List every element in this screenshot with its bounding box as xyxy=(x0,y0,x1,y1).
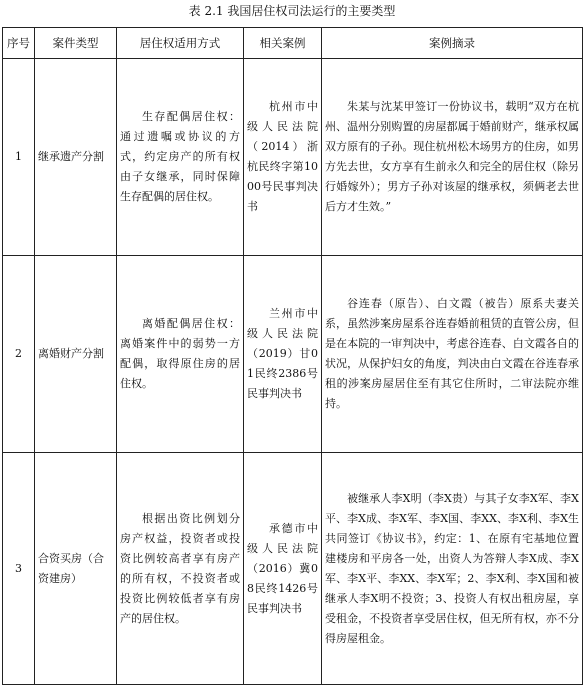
table-row xyxy=(3,256,583,453)
table-header-row xyxy=(3,28,583,59)
table-row xyxy=(3,453,583,685)
header-case-type: 案件类型 xyxy=(35,28,117,59)
row-related-case: 杭州市中级人民法院（2014）浙杭民终字第1000号民事判决书 xyxy=(244,59,322,256)
row-method: 根据出资比例划分房产权益，投资者或投资比例较高者享有房产的所有权，不投资者或投资比例较低者享有房产的居住权。 xyxy=(117,453,244,685)
table-caption: 表 2.1 我国居住权司法运行的主要类型 xyxy=(188,4,396,18)
table-row xyxy=(3,59,583,256)
row-case-type: 离婚财产分割 xyxy=(35,256,117,453)
row-related-case: 兰州市中级人民法院（2019）甘01民终2386号民事判决书 xyxy=(244,256,322,453)
row-index: 3 xyxy=(3,453,35,685)
header-excerpt: 案例摘录 xyxy=(322,28,583,59)
row-index: 1 xyxy=(3,59,35,256)
row-excerpt: 被继承人李X明（李X贵）与其子女李X军、李X平、李X成、李X军、李X国、李XX、李X利、李X生共同签订《协议书》，约定：1、在原有宅基地位置建楼房和平房各一处，出资人为答辩人李X成、李X军、李X平、李XX、李X军；2、李X利、李X国和被继承人李X明不投资；3、投资人有权出租房屋，享受租金，不投资者享受居住权，但无所有权，亦不分得房屋租金。 xyxy=(322,453,583,685)
header-index: 序号 xyxy=(3,28,35,59)
row-case-type: 继承遗产分割 xyxy=(35,59,117,256)
row-excerpt: 谷连春（原告）、白文霞（被告）原系夫妻关系，虽然涉案房屋系谷连春婚前租赁的直管公房，但是在本院的一审判决中，考虑谷连春、白文霞各自的状况，从保护妇女的角度，判决由白文霞在谷连春承租的涉案房屋居住至有其它住所时，二审法院亦维持。 xyxy=(322,256,583,453)
row-excerpt: 朱某与沈某甲签订一份协议书，载明“双方在杭州、温州分别购置的房屋都属于婚前财产，继承权属双方原有的子孙。现住杭州松木场男方的住房，如男方先去世，女方享有生前永久和完全的居住权（除另行婚嫁外）；男方子孙对该屋的继承权，须俩老去世后方才生效。” xyxy=(322,59,583,256)
row-method: 离婚配偶居住权：离婚案件中的弱势一方配偶，取得原住房的居住权。 xyxy=(117,256,244,453)
header-related-case: 相关案例 xyxy=(244,28,322,59)
header-method: 居住权适用方式 xyxy=(117,28,244,59)
row-case-type: 合资买房（合资建房） xyxy=(35,453,117,685)
row-index: 2 xyxy=(3,256,35,453)
row-related-case: 承德市中级人民法院（2016）冀08民终1426号民事判决书 xyxy=(244,453,322,685)
row-method: 生存配偶居住权：通过遗嘱或协议的方式，约定房产的所有权由子女继承，同时保障生存配偶的居住权。 xyxy=(117,59,244,256)
case-types-table xyxy=(2,27,583,685)
